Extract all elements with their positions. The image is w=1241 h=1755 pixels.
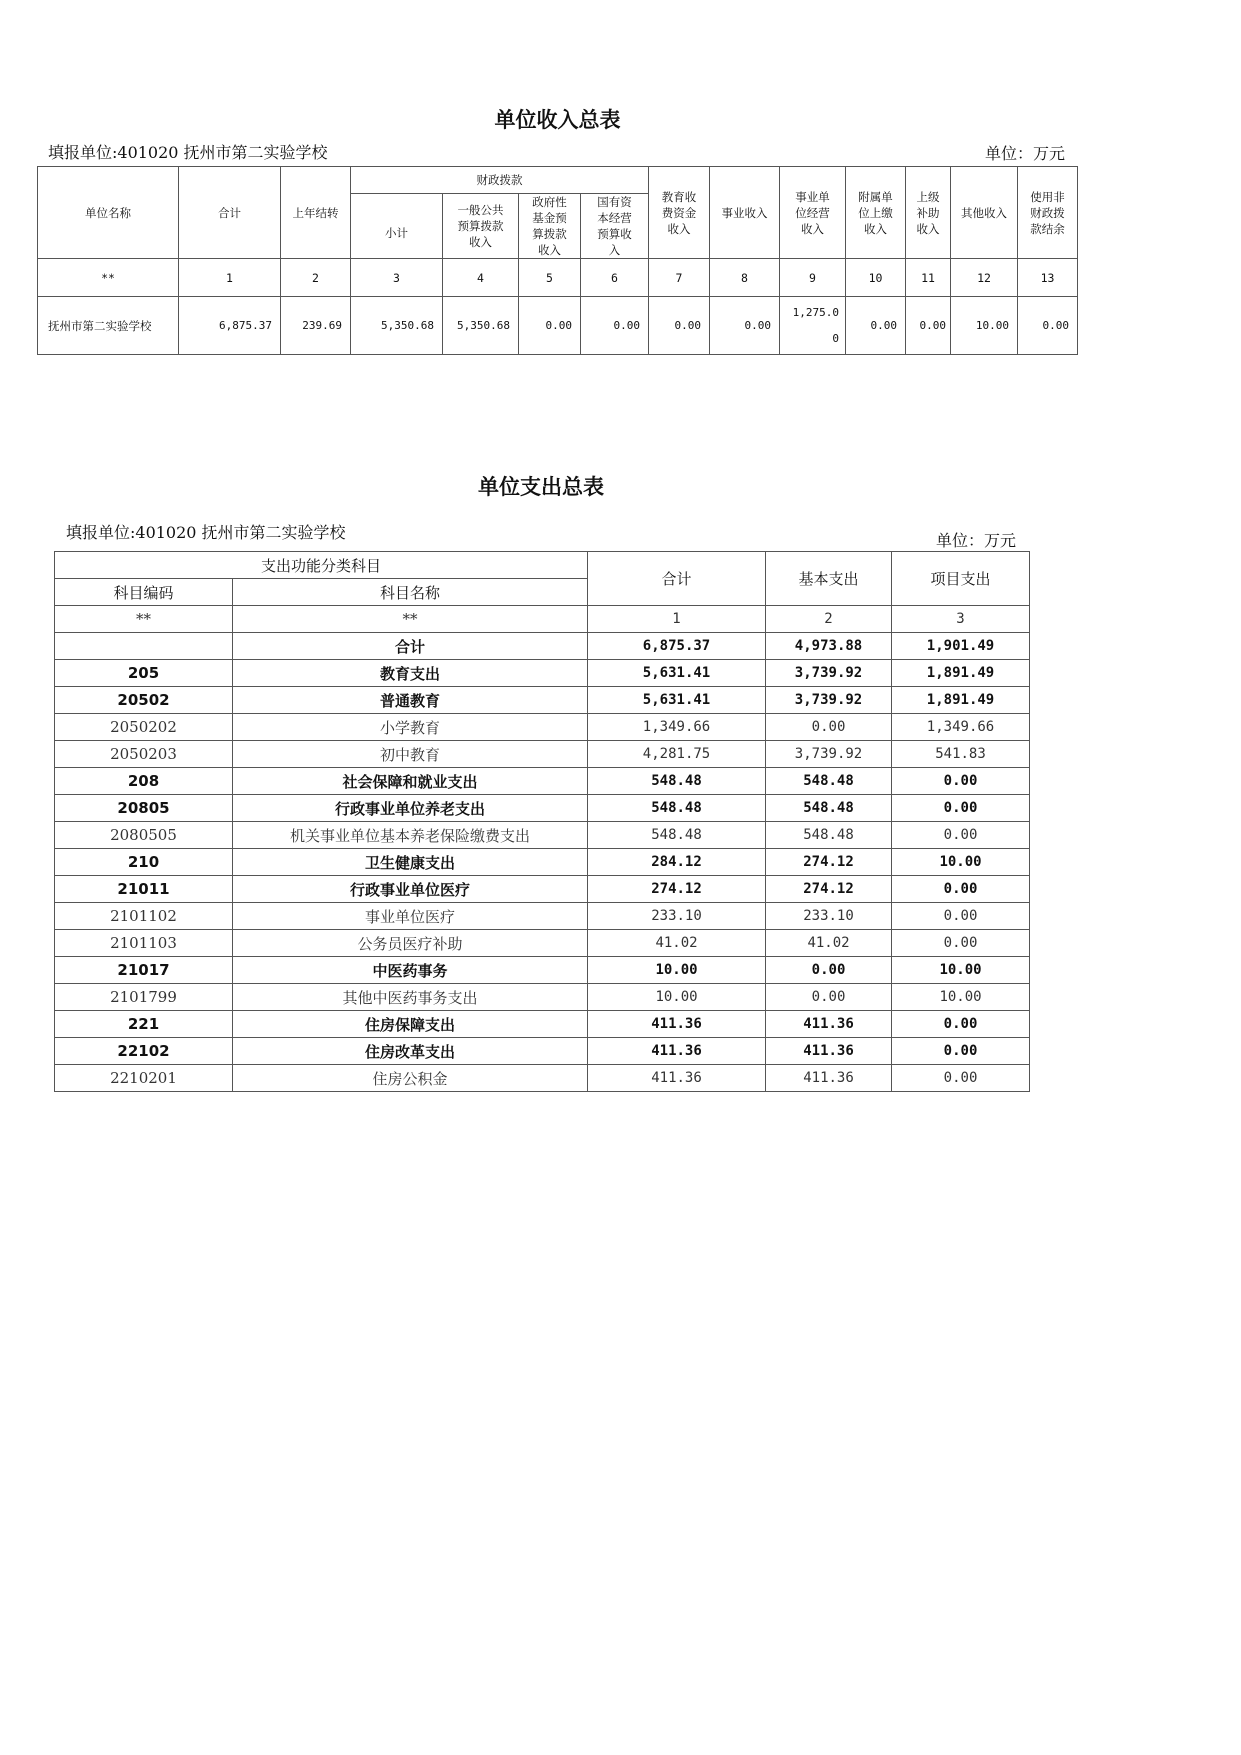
basic-cell: 548.48 [766,768,892,795]
table-row [55,714,1030,741]
index-cell: 3 [351,259,443,297]
code-cell: 21011 [55,876,233,903]
table-row [55,633,1030,660]
index-cell: 11 [906,259,951,297]
basic-cell: 0.00 [766,984,892,1011]
index-cell: 2 [766,606,892,633]
total-cell: 4,281.75 [588,741,766,768]
total-cell: 233.10 [588,903,766,930]
basic-cell: 233.10 [766,903,892,930]
project-cell: 10.00 [892,957,1030,984]
name-cell: 中医药事务 [233,957,588,984]
value-operating-income [780,297,846,355]
value-business-income: 0.00 [710,297,780,355]
table-row [55,687,1030,714]
project-cell: 0.00 [892,795,1030,822]
basic-cell: 274.12 [766,849,892,876]
expense-filing-unit: 填报单位:401020 抚州市第二实验学校 [66,523,346,542]
project-cell: 541.83 [892,741,1030,768]
name-cell: 初中教育 [233,741,588,768]
project-cell: 0.00 [892,1038,1030,1065]
project-cell: 0.00 [892,1011,1030,1038]
header-total: 合计 [588,552,766,606]
name-cell: 小学教育 [233,714,588,741]
value-general-public-budget: 5,350.68 [443,297,519,355]
index-cell: 1 [179,259,281,297]
value-other-income: 10.00 [951,297,1018,355]
total-cell: 10.00 [588,984,766,1011]
table-row [55,795,1030,822]
name-cell: 住房保障支出 [233,1011,588,1038]
total-cell: 6,875.37 [588,633,766,660]
header-project-expense: 项目支出 [892,552,1030,606]
total-cell: 1,349.66 [588,714,766,741]
basic-cell: 3,739.92 [766,687,892,714]
total-cell: 548.48 [588,795,766,822]
value-subsidiary-remittance: 0.00 [846,297,906,355]
code-cell: 20502 [55,687,233,714]
table-row [55,1011,1030,1038]
index-cell: 12 [951,259,1018,297]
header-superior-subsidy: 上级补助收入 [906,167,951,259]
value-operating-income-line1: 1,275.0 [792,305,839,319]
header-subsidiary-remittance: 附属单位上缴收入 [846,167,906,259]
header-non-fiscal-balance: 使用非财政拨款结余 [1018,167,1078,259]
index-cell: 7 [649,259,710,297]
header-business-income: 事业收入 [710,167,780,259]
table-row [55,903,1030,930]
code-cell: 210 [55,849,233,876]
index-cell: ** [55,606,233,633]
total-cell: 274.12 [588,876,766,903]
total-cell: 10.00 [588,957,766,984]
code-cell: 2210201 [55,1065,233,1092]
index-cell: 9 [780,259,846,297]
index-cell: ** [233,606,588,633]
index-cell: 6 [581,259,649,297]
project-cell: 1,891.49 [892,660,1030,687]
index-cell: 13 [1018,259,1078,297]
total-cell: 411.36 [588,1065,766,1092]
code-cell: 20805 [55,795,233,822]
name-cell: 住房公积金 [233,1065,588,1092]
table-row [55,768,1030,795]
code-cell: 22102 [55,1038,233,1065]
basic-cell: 411.36 [766,1038,892,1065]
table-row [55,660,1030,687]
table-row [55,741,1030,768]
value-government-fund-budget: 0.00 [519,297,581,355]
project-cell: 0.00 [892,1065,1030,1092]
basic-cell: 411.36 [766,1065,892,1092]
table-row [55,957,1030,984]
project-cell: 0.00 [892,876,1030,903]
basic-cell: 3,739.92 [766,741,892,768]
table-row [55,1038,1030,1065]
expense-unit-label: 单位：万元 [936,531,1017,550]
header-unit-name: 单位名称 [38,167,179,259]
code-cell: 208 [55,768,233,795]
table-row [55,876,1030,903]
income-index-row [38,259,1078,297]
index-cell: 3 [892,606,1030,633]
code-cell: 221 [55,1011,233,1038]
expense-table [54,551,1030,1092]
index-cell: 10 [846,259,906,297]
project-cell: 0.00 [892,822,1030,849]
total-cell: 5,631.41 [588,687,766,714]
basic-cell: 4,973.88 [766,633,892,660]
code-cell: 205 [55,660,233,687]
index-cell: 1 [588,606,766,633]
code-cell: 2101799 [55,984,233,1011]
index-cell: 8 [710,259,780,297]
name-cell: 事业单位医疗 [233,903,588,930]
value-total: 6,875.37 [179,297,281,355]
table-row [55,849,1030,876]
name-cell: 普通教育 [233,687,588,714]
header-operating-income: 事业单位经营收入 [780,167,846,259]
income-report-title: 单位收入总表 [494,108,621,132]
header-name: 科目名称 [233,579,588,606]
total-cell: 284.12 [588,849,766,876]
code-cell: 21017 [55,957,233,984]
project-cell: 10.00 [892,849,1030,876]
header-function-category: 支出功能分类科目 [55,552,588,579]
table-row [55,1065,1030,1092]
total-cell: 5,631.41 [588,660,766,687]
header-code: 科目编码 [55,579,233,606]
index-cell: 5 [519,259,581,297]
project-cell: 1,891.49 [892,687,1030,714]
index-cell: 4 [443,259,519,297]
header-government-fund-budget: 政府性基金预算拨款收入 [519,194,581,259]
name-cell: 机关事业单位基本养老保险缴费支出 [233,822,588,849]
name-cell: 教育支出 [233,660,588,687]
project-cell: 0.00 [892,768,1030,795]
code-cell: 2050202 [55,714,233,741]
unit-name-cell: 抚州市第二实验学校 [38,297,179,355]
income-filing-unit: 填报单位:401020 抚州市第二实验学校 [48,143,328,162]
basic-cell: 548.48 [766,822,892,849]
expense-header-row-1 [55,552,1030,579]
code-cell [55,633,233,660]
basic-cell: 3,739.92 [766,660,892,687]
code-cell: 2101102 [55,903,233,930]
name-cell: 卫生健康支出 [233,849,588,876]
value-education-fee-income: 0.00 [649,297,710,355]
code-cell: 2050203 [55,741,233,768]
total-cell: 41.02 [588,930,766,957]
header-basic-expense: 基本支出 [766,552,892,606]
project-cell: 0.00 [892,903,1030,930]
header-state-capital-budget: 国有资本经营预算收入 [581,194,649,259]
project-cell: 0.00 [892,930,1030,957]
header-prior-year-carryover: 上年结转 [281,167,351,259]
income-table [37,166,1078,355]
basic-cell: 411.36 [766,1011,892,1038]
value-subtotal: 5,350.68 [351,297,443,355]
basic-cell: 274.12 [766,876,892,903]
value-operating-income-line2: 0 [832,331,839,345]
table-row [55,984,1030,1011]
header-fiscal-allocation: 财政拨款 [351,167,649,194]
name-cell: 公务员医疗补助 [233,930,588,957]
name-cell: 住房改革支出 [233,1038,588,1065]
header-general-public-budget: 一般公共预算拨款收入 [443,194,519,259]
index-cell: ** [38,259,179,297]
index-cell: 2 [281,259,351,297]
income-unit-label: 单位：万元 [985,144,1066,163]
name-cell: 社会保障和就业支出 [233,768,588,795]
header-education-fee-income: 教育收费资金收入 [649,167,710,259]
code-cell: 2080505 [55,822,233,849]
project-cell: 10.00 [892,984,1030,1011]
basic-cell: 548.48 [766,795,892,822]
name-cell: 行政事业单位养老支出 [233,795,588,822]
total-cell: 548.48 [588,768,766,795]
table-row [55,822,1030,849]
header-total: 合计 [179,167,281,259]
name-cell: 合计 [233,633,588,660]
name-cell: 其他中医药事务支出 [233,984,588,1011]
expense-index-row [55,606,1030,633]
expense-report-title: 单位支出总表 [478,475,604,499]
income-header-row-1 [38,167,1078,194]
header-subtotal: 小计 [351,194,443,259]
basic-cell: 0.00 [766,714,892,741]
total-cell: 548.48 [588,822,766,849]
value-superior-subsidy: 0.00 [906,297,951,355]
income-data-row [38,297,1078,355]
value-non-fiscal-balance: 0.00 [1018,297,1078,355]
name-cell: 行政事业单位医疗 [233,876,588,903]
value-prior-year-carryover: 239.69 [281,297,351,355]
value-state-capital-budget: 0.00 [581,297,649,355]
header-other-income: 其他收入 [951,167,1018,259]
total-cell: 411.36 [588,1038,766,1065]
project-cell: 1,901.49 [892,633,1030,660]
code-cell: 2101103 [55,930,233,957]
table-row [55,930,1030,957]
basic-cell: 0.00 [766,957,892,984]
basic-cell: 41.02 [766,930,892,957]
total-cell: 411.36 [588,1011,766,1038]
project-cell: 1,349.66 [892,714,1030,741]
